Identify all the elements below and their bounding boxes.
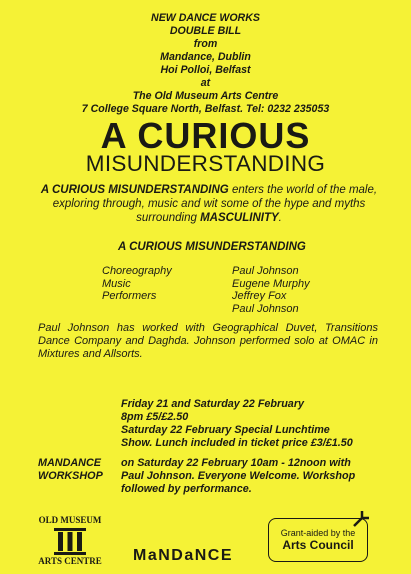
intro-title: A CURIOUS MISUNDERSTANDING bbox=[40, 184, 229, 196]
arts-council-logo bbox=[268, 518, 368, 562]
workshop-line: on Saturday 22 February 10am - 12noon with bbox=[121, 457, 351, 469]
credit-role: Music bbox=[102, 277, 131, 290]
intro-period: . bbox=[278, 212, 282, 224]
credit-role: Performers bbox=[102, 290, 157, 302]
credit-role: Choreography bbox=[102, 265, 172, 277]
credit-name: Eugene Murphy bbox=[232, 277, 310, 290]
show-title-main: A CURIOUS bbox=[100, 115, 311, 156]
intro-paragraph bbox=[36, 183, 382, 225]
schedule-line: Saturday 22 February Special Lunchtime bbox=[121, 424, 330, 436]
columns-icon bbox=[52, 527, 88, 557]
arts-council-name: Arts Council bbox=[282, 538, 354, 552]
header-mandance: Mandance, Dublin bbox=[160, 51, 251, 63]
workshop-line: followed by performance. bbox=[121, 483, 252, 495]
intro-text: enters the world of the male, exploring through, music and wit some of the hype and myths surrounding bbox=[52, 184, 378, 224]
bio-paragraph: Paul Johnson has worked with Geographical Duvet, Transitions Dance Company and Daghda. Johnson performed solo at OMAC in Mixtures and Allsorts. bbox=[38, 322, 378, 360]
header-new-dance-works: NEW DANCE WORKS bbox=[151, 12, 260, 24]
header-address: 7 College Square North, Belfast. Tel: 0232 235053 bbox=[81, 103, 330, 115]
header-double-bill: DOUBLE BILL bbox=[169, 25, 242, 37]
credits-heading: A CURIOUS MISUNDERSTANDING bbox=[118, 241, 306, 253]
workshop-label-line: MANDANCE bbox=[38, 457, 101, 469]
header-at: at bbox=[200, 77, 211, 89]
old-museum-logo-top-text: OLD MUSEUM bbox=[38, 515, 102, 525]
schedule-line: Show. Lunch included in ticket price £3/£1.50 bbox=[121, 437, 353, 449]
header-from: from bbox=[193, 38, 218, 50]
header-hoi-polloi: Hoi Polloi, Belfast bbox=[160, 64, 251, 76]
credit-name: Jeffrey Fox bbox=[232, 290, 287, 302]
workshop-line: Paul Johnson. Everyone Welcome. Workshop bbox=[121, 470, 356, 482]
schedule-line: 8pm £5/£2.50 bbox=[121, 411, 189, 423]
header-venue: The Old Museum Arts Centre bbox=[132, 90, 279, 102]
schedule-line: Friday 21 and Saturday 22 February bbox=[121, 398, 305, 410]
schedule-block bbox=[121, 398, 371, 450]
mandance-logo: MaNDaNCE bbox=[133, 547, 234, 564]
workshop-details bbox=[121, 457, 381, 496]
credit-name: Paul Johnson bbox=[232, 265, 299, 277]
credit-name: Paul Johnson bbox=[232, 302, 299, 315]
intro-masculinity: MASCULINITY bbox=[200, 212, 279, 224]
old-museum-logo-bottom-text: ARTS CENTRE bbox=[38, 556, 102, 566]
show-title-sub: MISUNDERSTANDING bbox=[85, 151, 326, 176]
workshop-label bbox=[38, 457, 103, 483]
arts-council-caption: Grant-aided by the bbox=[280, 528, 356, 538]
workshop-label-line: WORKSHOP bbox=[38, 470, 103, 482]
